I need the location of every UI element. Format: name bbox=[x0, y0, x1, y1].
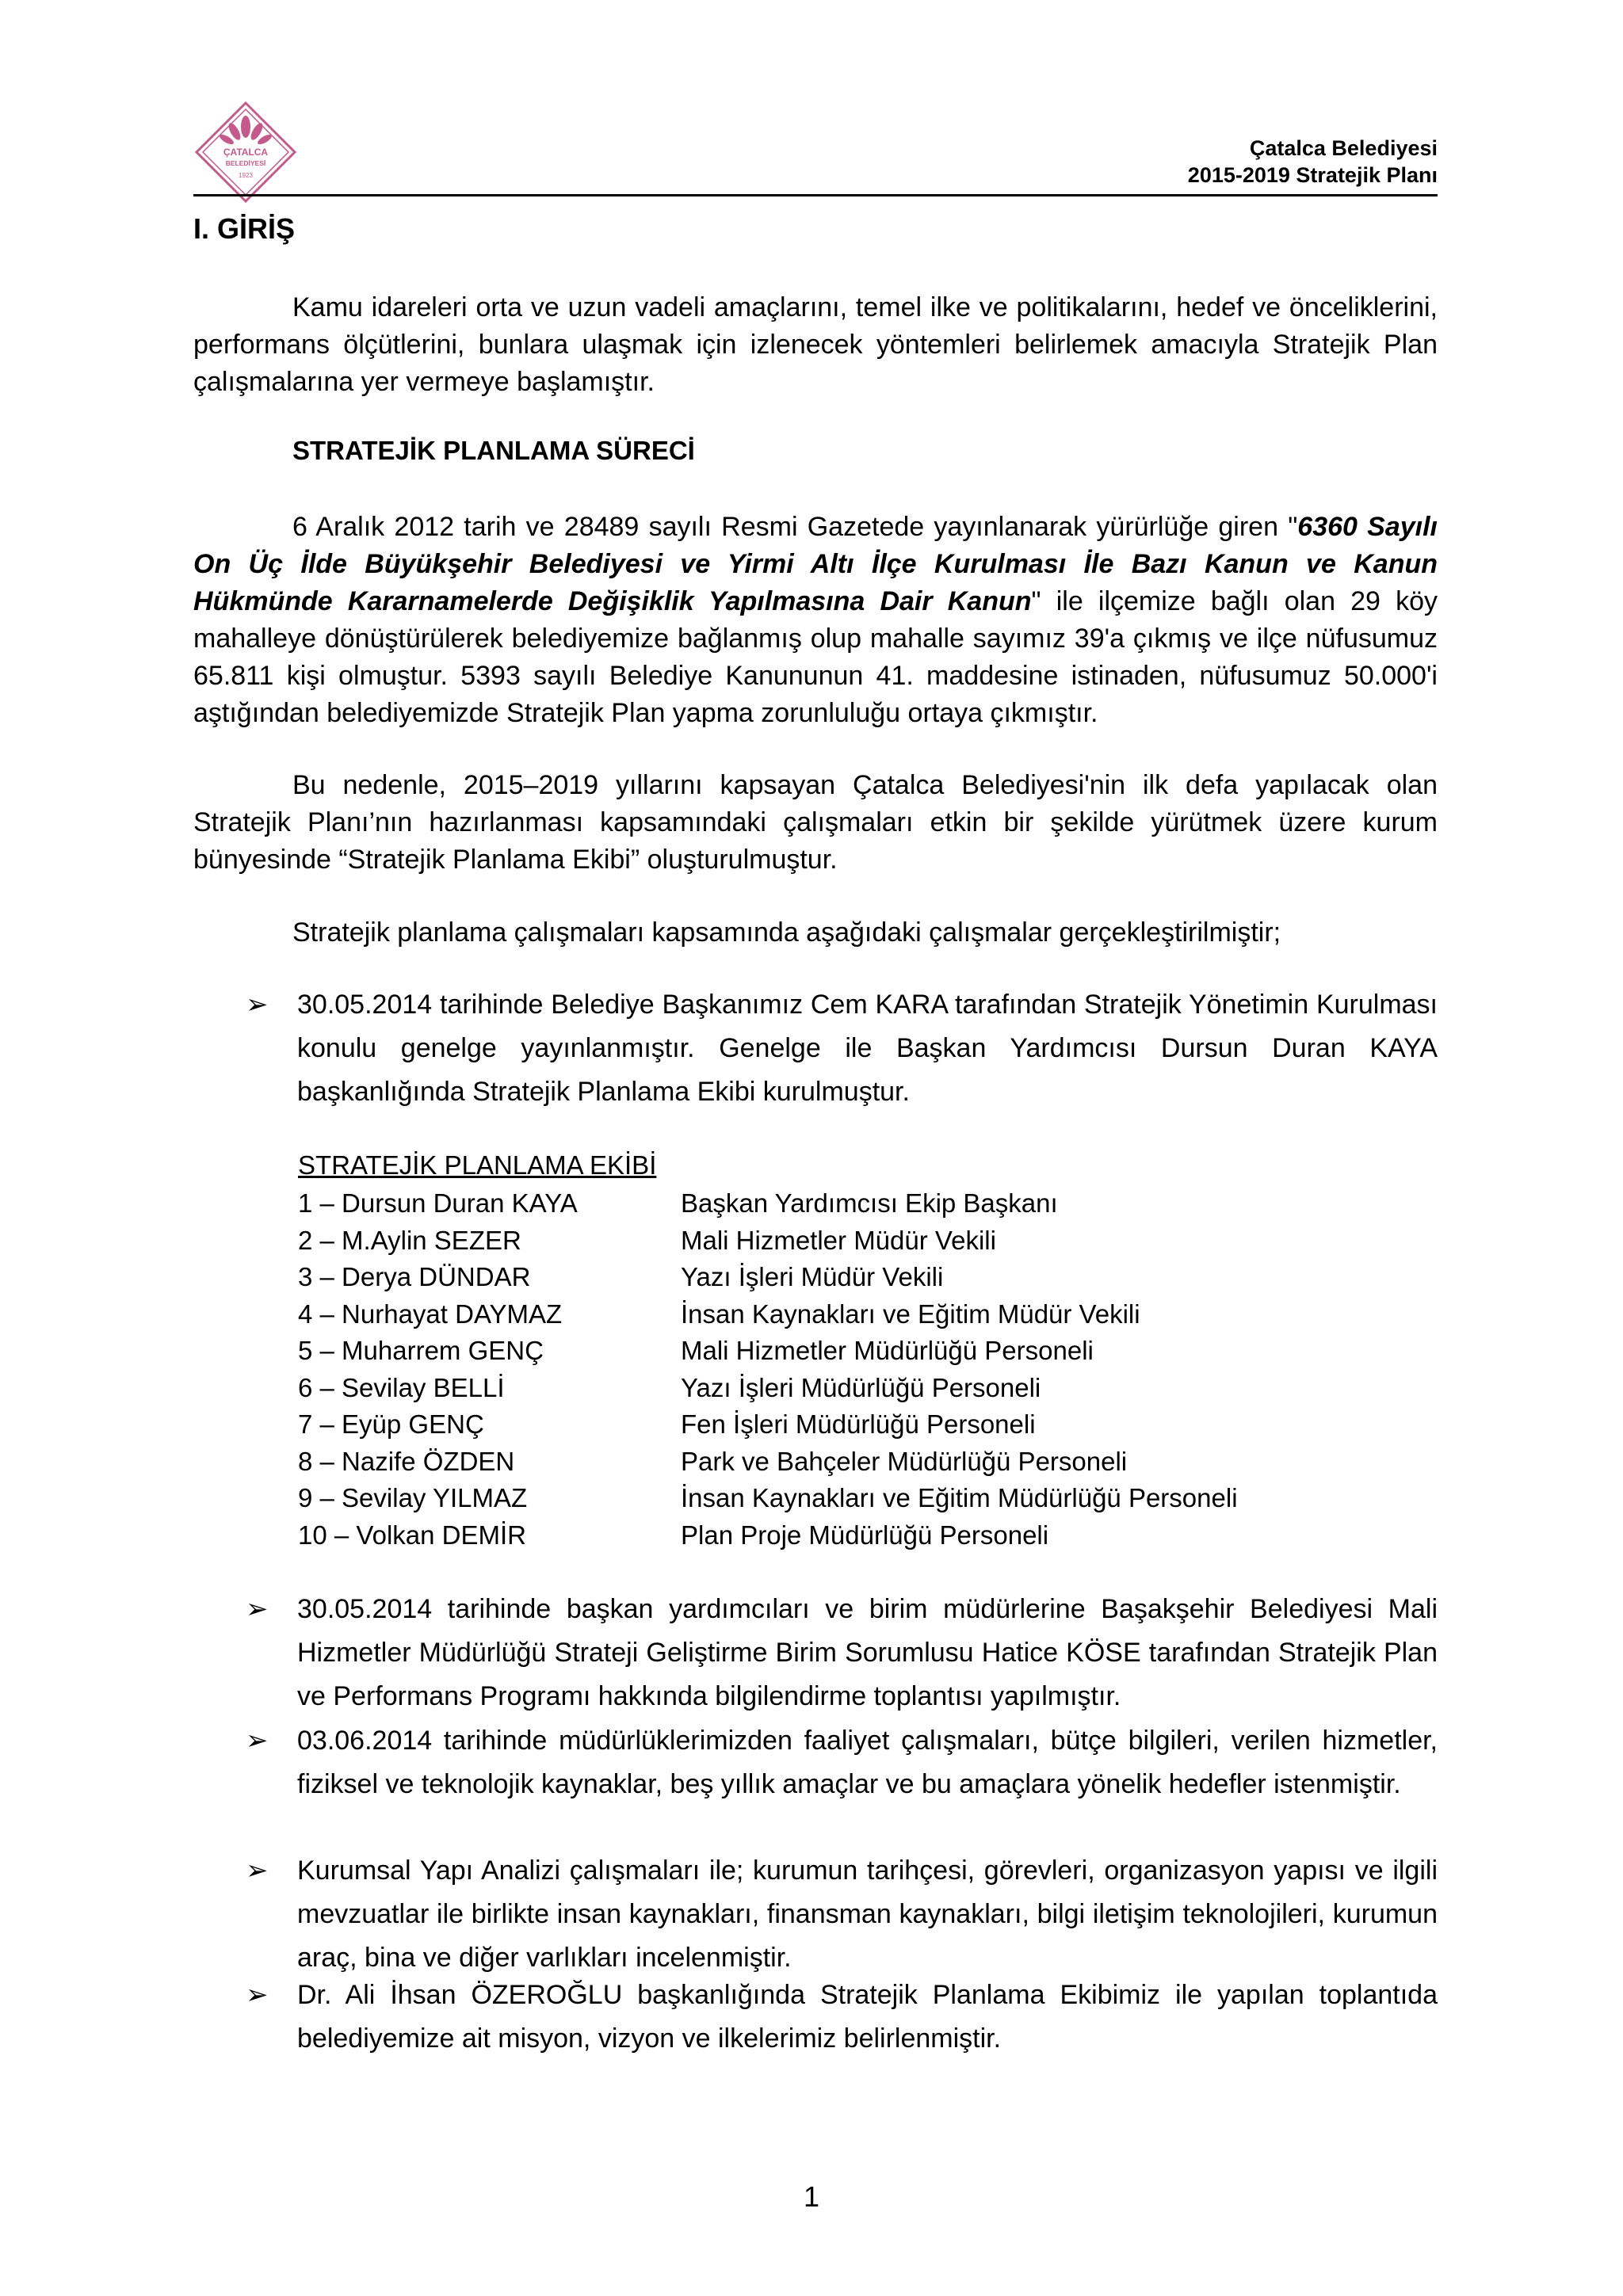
arrow-bullet-icon: ➢ bbox=[246, 1594, 269, 1624]
team-row: 2 – M.Aylin SEZER Mali Hizmetler Müdür Vekili bbox=[298, 1225, 996, 1255]
header-org: Çatalca Belediyesi bbox=[1249, 136, 1438, 160]
catalca-belediyesi-logo bbox=[193, 100, 298, 204]
list-item-text: 30.05.2014 tarihinde başkan yardımcıları ve birim müdürlerine Başakşehir Belediyesi Mali Hizmetler Müdürlüğü Strateji Geliştirme Birim Sorumlusu Hatice KÖSE tarafından Stratejik Plan ve Performans Programı hakkında bilgilendirme toplantısı yapılmıştır. bbox=[297, 1594, 1438, 1711]
svg-text:ÇATALCA: ÇATALCA bbox=[223, 147, 269, 158]
team-row: 8 – Nazife ÖZDEN Park ve Bahçeler Müdürlüğü Personeli bbox=[298, 1446, 1128, 1476]
team-row: 6 – Sevilay BELLİ Yazı İşleri Müdürlüğü Personeli bbox=[298, 1372, 1041, 1402]
arrow-bullet-icon: ➢ bbox=[246, 1855, 269, 1886]
team-row: 7 – Eyüp GENÇ Fen İşleri Müdürlüğü Personeli bbox=[298, 1409, 1036, 1439]
team-row: 1 – Dursun Duran KAYA Başkan Yardımcısı Ekip Başkanı bbox=[298, 1188, 1058, 1218]
intro-paragraph: Kamu idareleri orta ve uzun vadeli amaçlarını, temel ilke ve politikalarını, hedef ve önceliklerini, performans ölçütlerini, bunlara ulaşmak için izlenecek yöntemleri belirlemek amacıyla Stratejik Plan çalışmalarına yer vermeye başlamıştır. bbox=[193, 292, 1438, 397]
law-paragraph-rest: " ile ilçemize bağlı olan 29 köy mahalleye dönüştürülerek belediyemize bağlanmış olup mahalle sayımız 39'a çıkmış ve ilçe nüfusumuz 65.811 kişi olmuştur. 5393 sayılı Belediye Kanununun 41. maddesine istinaden, nüfusumuz 50.000'i aştığından belediyemizde Stratejik Plan yapma zorunluluğu ortaya çıkmıştır. bbox=[193, 586, 1438, 728]
law-paragraph bbox=[193, 509, 1438, 732]
process-subtitle: STRATEJİK PLANLAMA SÜRECİ bbox=[292, 436, 695, 465]
list-item-text: 30.05.2014 tarihinde Belediye Başkanımız Cem KARA tarafından Stratejik Yönetimin Kurulması konulu genelge yayınlanmıştır. Genelge ile Başkan Yardımcısı Dursun Duran KAYA başkanlığında Stratejik Planlama Ekibi kurulmuştur. bbox=[297, 990, 1438, 1107]
list-item-text: Kurumsal Yapı Analizi çalışmaları ile; kurumun tarihçesi, görevleri, organizasyon yapısı ve ilgili mevzuatlar ile birlikte insan kaynakları, finansman kaynakları, bilgi iletişim teknolojileri, kurumun araç, bina ve diğer varlıkları incelenmiştir. bbox=[297, 1855, 1438, 1973]
team-formation-paragraph: Bu nedenle, 2015–2019 yıllarını kapsayan Çatalca Belediyesi'nin ilk defa yapılacak olan Stratejik Planı’nın hazırlanması kapsamındaki çalışmaları etkin bir şekilde yürütmek üzere kurum bünyesinde “Stratejik Planlama Ekibi” oluşturulmuştur. bbox=[193, 770, 1438, 875]
team-row: 9 – Sevilay YILMAZ İnsan Kaynakları ve Eğitim Müdürlüğü Personeli bbox=[298, 1483, 1238, 1512]
team-heading: STRATEJİK PLANLAMA EKİBİ bbox=[298, 1150, 657, 1180]
section-title: I. GİRİŞ bbox=[193, 212, 296, 245]
arrow-bullet-icon: ➢ bbox=[246, 1980, 269, 2010]
list-item bbox=[246, 983, 1438, 1114]
law-number: 6360 bbox=[1297, 512, 1358, 542]
list-item bbox=[246, 1588, 1438, 1718]
header-divider bbox=[193, 194, 1438, 196]
page-number: 1 bbox=[803, 2180, 820, 2213]
law-paragraph-intro: 6 Aralık 2012 tarih ve 28489 sayılı Resmi Gazetede yayınlanarak yürürlüğe giren " bbox=[292, 512, 1298, 542]
team-row: 10 – Volkan DEMİR Plan Proje Müdürlüğü Personeli bbox=[298, 1520, 1049, 1550]
activities-intro: Stratejik planlama çalışmaları kapsamında aşağıdaki çalışmalar gerçekleştirilmiştir; bbox=[292, 917, 1281, 948]
arrow-bullet-icon: ➢ bbox=[246, 990, 269, 1020]
page-header bbox=[1188, 135, 1438, 189]
law-title: Sayılı On Üç İlde Büyükşehir Belediyesi ve Yirmi Altı İlçe Kurulması İle Bazı Kanun ve Kanun Hükmünde Kararnamelerde Değişiklik Yapılmasına Dair Kanun bbox=[193, 512, 1438, 616]
team-row: 5 – Muharrem GENÇ Mali Hizmetler Müdürlüğü Personeli bbox=[298, 1336, 1094, 1365]
svg-text:1923: 1923 bbox=[239, 172, 253, 179]
list-item-text: 03.06.2014 tarihinde müdürlüklerimizden faaliyet çalışmaları, bütçe bilgileri, verilen hizmetler, fiziksel ve teknolojik kaynaklar, beş yıllık amaçlar ve bu amaçlara yönelik hedefler istenmiştir. bbox=[297, 1726, 1438, 1799]
list-item bbox=[246, 1719, 1438, 1806]
list-item-text: Dr. Ali İhsan ÖZEROĞLU başkanlığında Stratejik Planlama Ekibimiz ile yapılan toplantıda belediyemize ait misyon, vizyon ve ilkelerimiz belirlenmiştir. bbox=[297, 1980, 1438, 2054]
team-row: 3 – Derya DÜNDAR Yazı İşleri Müdür Vekili bbox=[298, 1262, 944, 1291]
header-doc-title: 2015-2019 Stratejik Planı bbox=[1187, 163, 1438, 187]
list-item bbox=[246, 1974, 1438, 2061]
arrow-bullet-icon: ➢ bbox=[246, 1726, 269, 1756]
list-item bbox=[246, 1849, 1438, 1980]
team-row: 4 – Nurhayat DAYMAZ İnsan Kaynakları ve Eğitim Müdür Vekili bbox=[298, 1299, 1140, 1329]
svg-text:BELEDİYESİ: BELEDİYESİ bbox=[225, 159, 266, 167]
team-list bbox=[298, 1185, 1238, 1554]
